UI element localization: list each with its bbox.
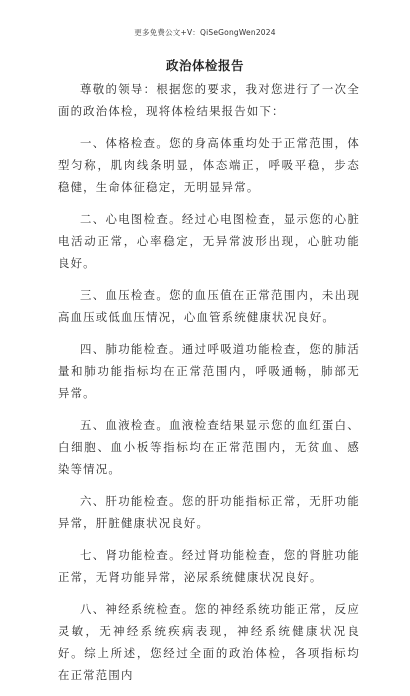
document-title: 政治体检报告	[165, 58, 244, 73]
paragraph-kidney-function: 七、肾功能检查。经过肾功能检查，您的肾脏功能正常，无肾功能异常，泌尿系统健康状况良好。	[58, 548, 360, 584]
paragraph-physical-exam: 一、体格检查。您的身高体重均处于正常范围，体型匀称，肌肉线条明显，体态端正，呼吸平稳，步态稳健，生命体征稳定，无明显异常。	[58, 136, 360, 194]
paragraph-nervous-system: 八、神经系统检查。您的神经系统功能正常，反应灵敏，无神经系统疾病表现，神经系统健康状况良好。综上所述，您经过全面的政治体检，各项指标均在正常范围内	[58, 602, 360, 682]
paragraph-ecg: 二、心电图检查。经过心电图检查，显示您的心脏电活动正常，心率稳定，无异常波形出现，心脏功能良好。	[58, 212, 360, 270]
paragraph-salutation: 尊敬的领导：根据您的要求，我对您进行了一次全面的政治体检，现将体检结果报告如下：	[58, 82, 360, 118]
document-body	[58, 78, 360, 696]
paragraph-blood-test: 五、血液检查。血液检查结果显示您的血红蛋白、白细胞、血小板等指标均在正常范围内，无贫血、感染等情况。	[58, 418, 360, 476]
paragraph-lung-function: 四、肺功能检查。通过呼吸道功能检查，您的肺活量和肺功能指标均在正常范围内，呼吸通畅，肺部无异常。	[58, 342, 360, 400]
paragraph-blood-pressure: 三、血压检查。您的血压值在正常范围内，未出现高血压或低血压情况，心血管系统健康状况良好。	[58, 288, 360, 324]
paragraph-liver-function: 六、肝功能检查。您的肝功能指标正常，无肝功能异常，肝脏健康状况良好。	[58, 494, 360, 530]
header-note: 更多免费公文+V：QiSeGongWen2024	[134, 28, 276, 37]
